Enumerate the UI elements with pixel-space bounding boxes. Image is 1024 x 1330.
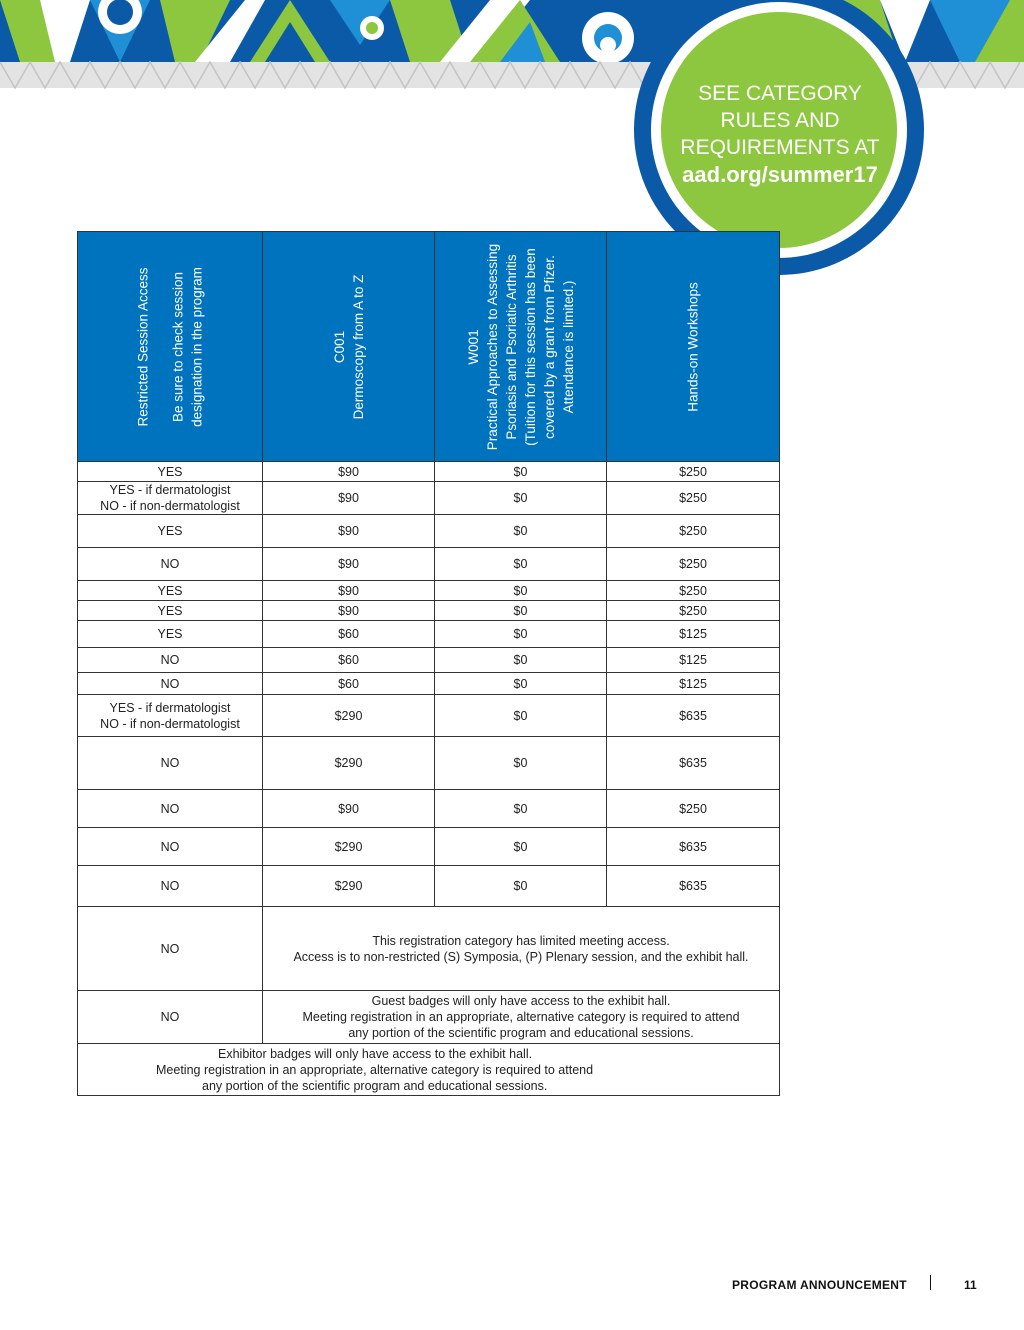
w001-fee-cell: $0 <box>435 790 607 828</box>
workshop-fee-cell: $635 <box>607 828 780 866</box>
workshop-fee-cell: $635 <box>607 866 780 907</box>
w001-fee-cell: $0 <box>435 828 607 866</box>
c001-fee-cell: $60 <box>263 648 435 673</box>
note-line: Meeting registration in an appropriate, alternative category is required to attend <box>302 1010 740 1024</box>
workshop-fee-cell: $250 <box>607 581 780 601</box>
table-row <box>78 621 780 648</box>
header-line: covered by a grant from Pfizer. <box>541 254 557 439</box>
callout-url-link[interactable]: aad.org/summer17 <box>682 162 878 187</box>
c001-fee-cell: $90 <box>263 581 435 601</box>
access-cell <box>78 695 263 737</box>
c001-fee-cell: $90 <box>263 601 435 621</box>
page-number: 11 <box>964 1278 977 1292</box>
header-c001 <box>263 232 435 462</box>
header-line: Psoriasis and Psoriatic Arthritis <box>503 253 519 440</box>
header-line: Be sure to check session <box>170 271 186 422</box>
callout-line: RULES AND <box>720 109 840 132</box>
c001-fee-cell: $290 <box>263 695 435 737</box>
table-row <box>78 1044 780 1096</box>
w001-fee-cell: $0 <box>435 673 607 695</box>
table-row <box>78 790 780 828</box>
w001-fee-cell: $0 <box>435 621 607 648</box>
footer-label: PROGRAM ANNOUNCEMENT <box>732 1278 907 1292</box>
header-line: Restricted Session Access <box>135 266 151 427</box>
workshop-fee-cell: $125 <box>607 621 780 648</box>
workshop-fee-cell: $635 <box>607 695 780 737</box>
w001-fee-cell: $0 <box>435 866 607 907</box>
header-line: (Tuition for this session has been <box>522 247 538 446</box>
access-cell: YES <box>78 601 263 621</box>
c001-fee-cell: $90 <box>263 790 435 828</box>
header-line: designation in the program <box>189 266 205 427</box>
table-row <box>78 828 780 866</box>
access-cell: NO <box>78 828 263 866</box>
access-cell: NO <box>78 737 263 790</box>
header-restricted-access <box>78 232 263 462</box>
table-row <box>78 737 780 790</box>
access-cell: NO <box>78 673 263 695</box>
c001-fee-cell: $290 <box>263 828 435 866</box>
table-header-row <box>78 232 780 462</box>
access-cell: YES <box>78 581 263 601</box>
header-line: Hands-on Workshops <box>685 281 701 412</box>
access-cell: YES <box>78 621 263 648</box>
access-line: YES - if dermatologist <box>109 700 231 715</box>
w001-fee-cell: $0 <box>435 737 607 790</box>
header-w001 <box>435 232 607 462</box>
w001-fee-cell: $0 <box>435 695 607 737</box>
w001-fee-cell: $0 <box>435 462 607 482</box>
c001-fee-cell: $90 <box>263 462 435 482</box>
c001-fee-cell: $60 <box>263 673 435 695</box>
w001-fee-cell: $0 <box>435 581 607 601</box>
access-cell: YES <box>78 462 263 482</box>
callout-line: SEE CATEGORY <box>698 82 862 105</box>
table-row <box>78 907 780 991</box>
w001-fee-cell: $0 <box>435 601 607 621</box>
note-line: Exhibitor badges will only have access to the exhibit hall. <box>218 1046 533 1061</box>
table-row <box>78 581 780 601</box>
w001-fee-cell: $0 <box>435 548 607 581</box>
c001-fee-cell: $90 <box>263 548 435 581</box>
workshop-fee-cell: $250 <box>607 482 780 515</box>
access-line: YES - if dermatologist <box>109 483 231 497</box>
header-line: Practical Approaches to Assessing <box>484 243 500 450</box>
callout-line: REQUIREMENTS AT <box>680 136 880 159</box>
w001-fee-cell: $0 <box>435 515 607 548</box>
access-cell: NO <box>78 991 263 1044</box>
note-line: Guest badges will only have access to the exhibit hall. <box>371 994 671 1008</box>
c001-fee-cell: $290 <box>263 866 435 907</box>
access-cell: YES <box>78 515 263 548</box>
header-line: Attendance is limited.) <box>560 280 576 413</box>
exhibitor-badge-note <box>78 1044 780 1096</box>
access-line: NO - if non-dermatologist <box>100 716 240 731</box>
header-line: Dermoscopy from A to Z <box>350 274 366 419</box>
callout-text <box>666 80 894 188</box>
note-line: any portion of the scientific program and educational sessions. <box>202 1078 548 1093</box>
note-line: any portion of the scientific program and educational sessions. <box>348 1026 694 1040</box>
note-line: This registration category has limited meeting access. <box>372 933 670 948</box>
workshop-fee-cell: $250 <box>607 515 780 548</box>
table-row <box>78 695 780 737</box>
header-line: C001 <box>331 330 347 363</box>
header-line: W001 <box>465 328 481 365</box>
table-row <box>78 648 780 673</box>
access-cell: NO <box>78 548 263 581</box>
access-cell: NO <box>78 790 263 828</box>
c001-fee-cell: $290 <box>263 737 435 790</box>
workshop-fee-cell: $250 <box>607 790 780 828</box>
access-line: NO - if non-dermatologist <box>100 499 240 513</box>
table-row <box>78 462 780 482</box>
table-row <box>78 673 780 695</box>
footer-divider <box>930 1275 931 1290</box>
table-row <box>78 866 780 907</box>
workshop-fee-cell: $635 <box>607 737 780 790</box>
header-hands-on-workshops <box>607 232 780 462</box>
workshop-fee-cell: $250 <box>607 548 780 581</box>
note-line: Access is to non-restricted (S) Symposia, (P) Plenary session, and the exhibit hall. <box>293 949 749 964</box>
access-cell <box>78 482 263 515</box>
table-row <box>78 482 780 515</box>
table-row <box>78 548 780 581</box>
w001-fee-cell: $0 <box>435 482 607 515</box>
limited-access-note <box>263 907 780 991</box>
table-row <box>78 515 780 548</box>
table-row <box>78 991 780 1044</box>
c001-fee-cell: $60 <box>263 621 435 648</box>
w001-fee-cell: $0 <box>435 648 607 673</box>
access-cell: NO <box>78 866 263 907</box>
c001-fee-cell: $90 <box>263 515 435 548</box>
c001-fee-cell: $90 <box>263 482 435 515</box>
note-line: Meeting registration in an appropriate, alternative category is required to attend <box>156 1062 594 1077</box>
registration-fee-table <box>77 231 780 1096</box>
workshop-fee-cell: $250 <box>607 601 780 621</box>
workshop-fee-cell: $125 <box>607 648 780 673</box>
workshop-fee-cell: $250 <box>607 462 780 482</box>
table-row <box>78 601 780 621</box>
access-cell: NO <box>78 907 263 991</box>
guest-badge-note <box>263 991 780 1044</box>
access-cell: NO <box>78 648 263 673</box>
workshop-fee-cell: $125 <box>607 673 780 695</box>
